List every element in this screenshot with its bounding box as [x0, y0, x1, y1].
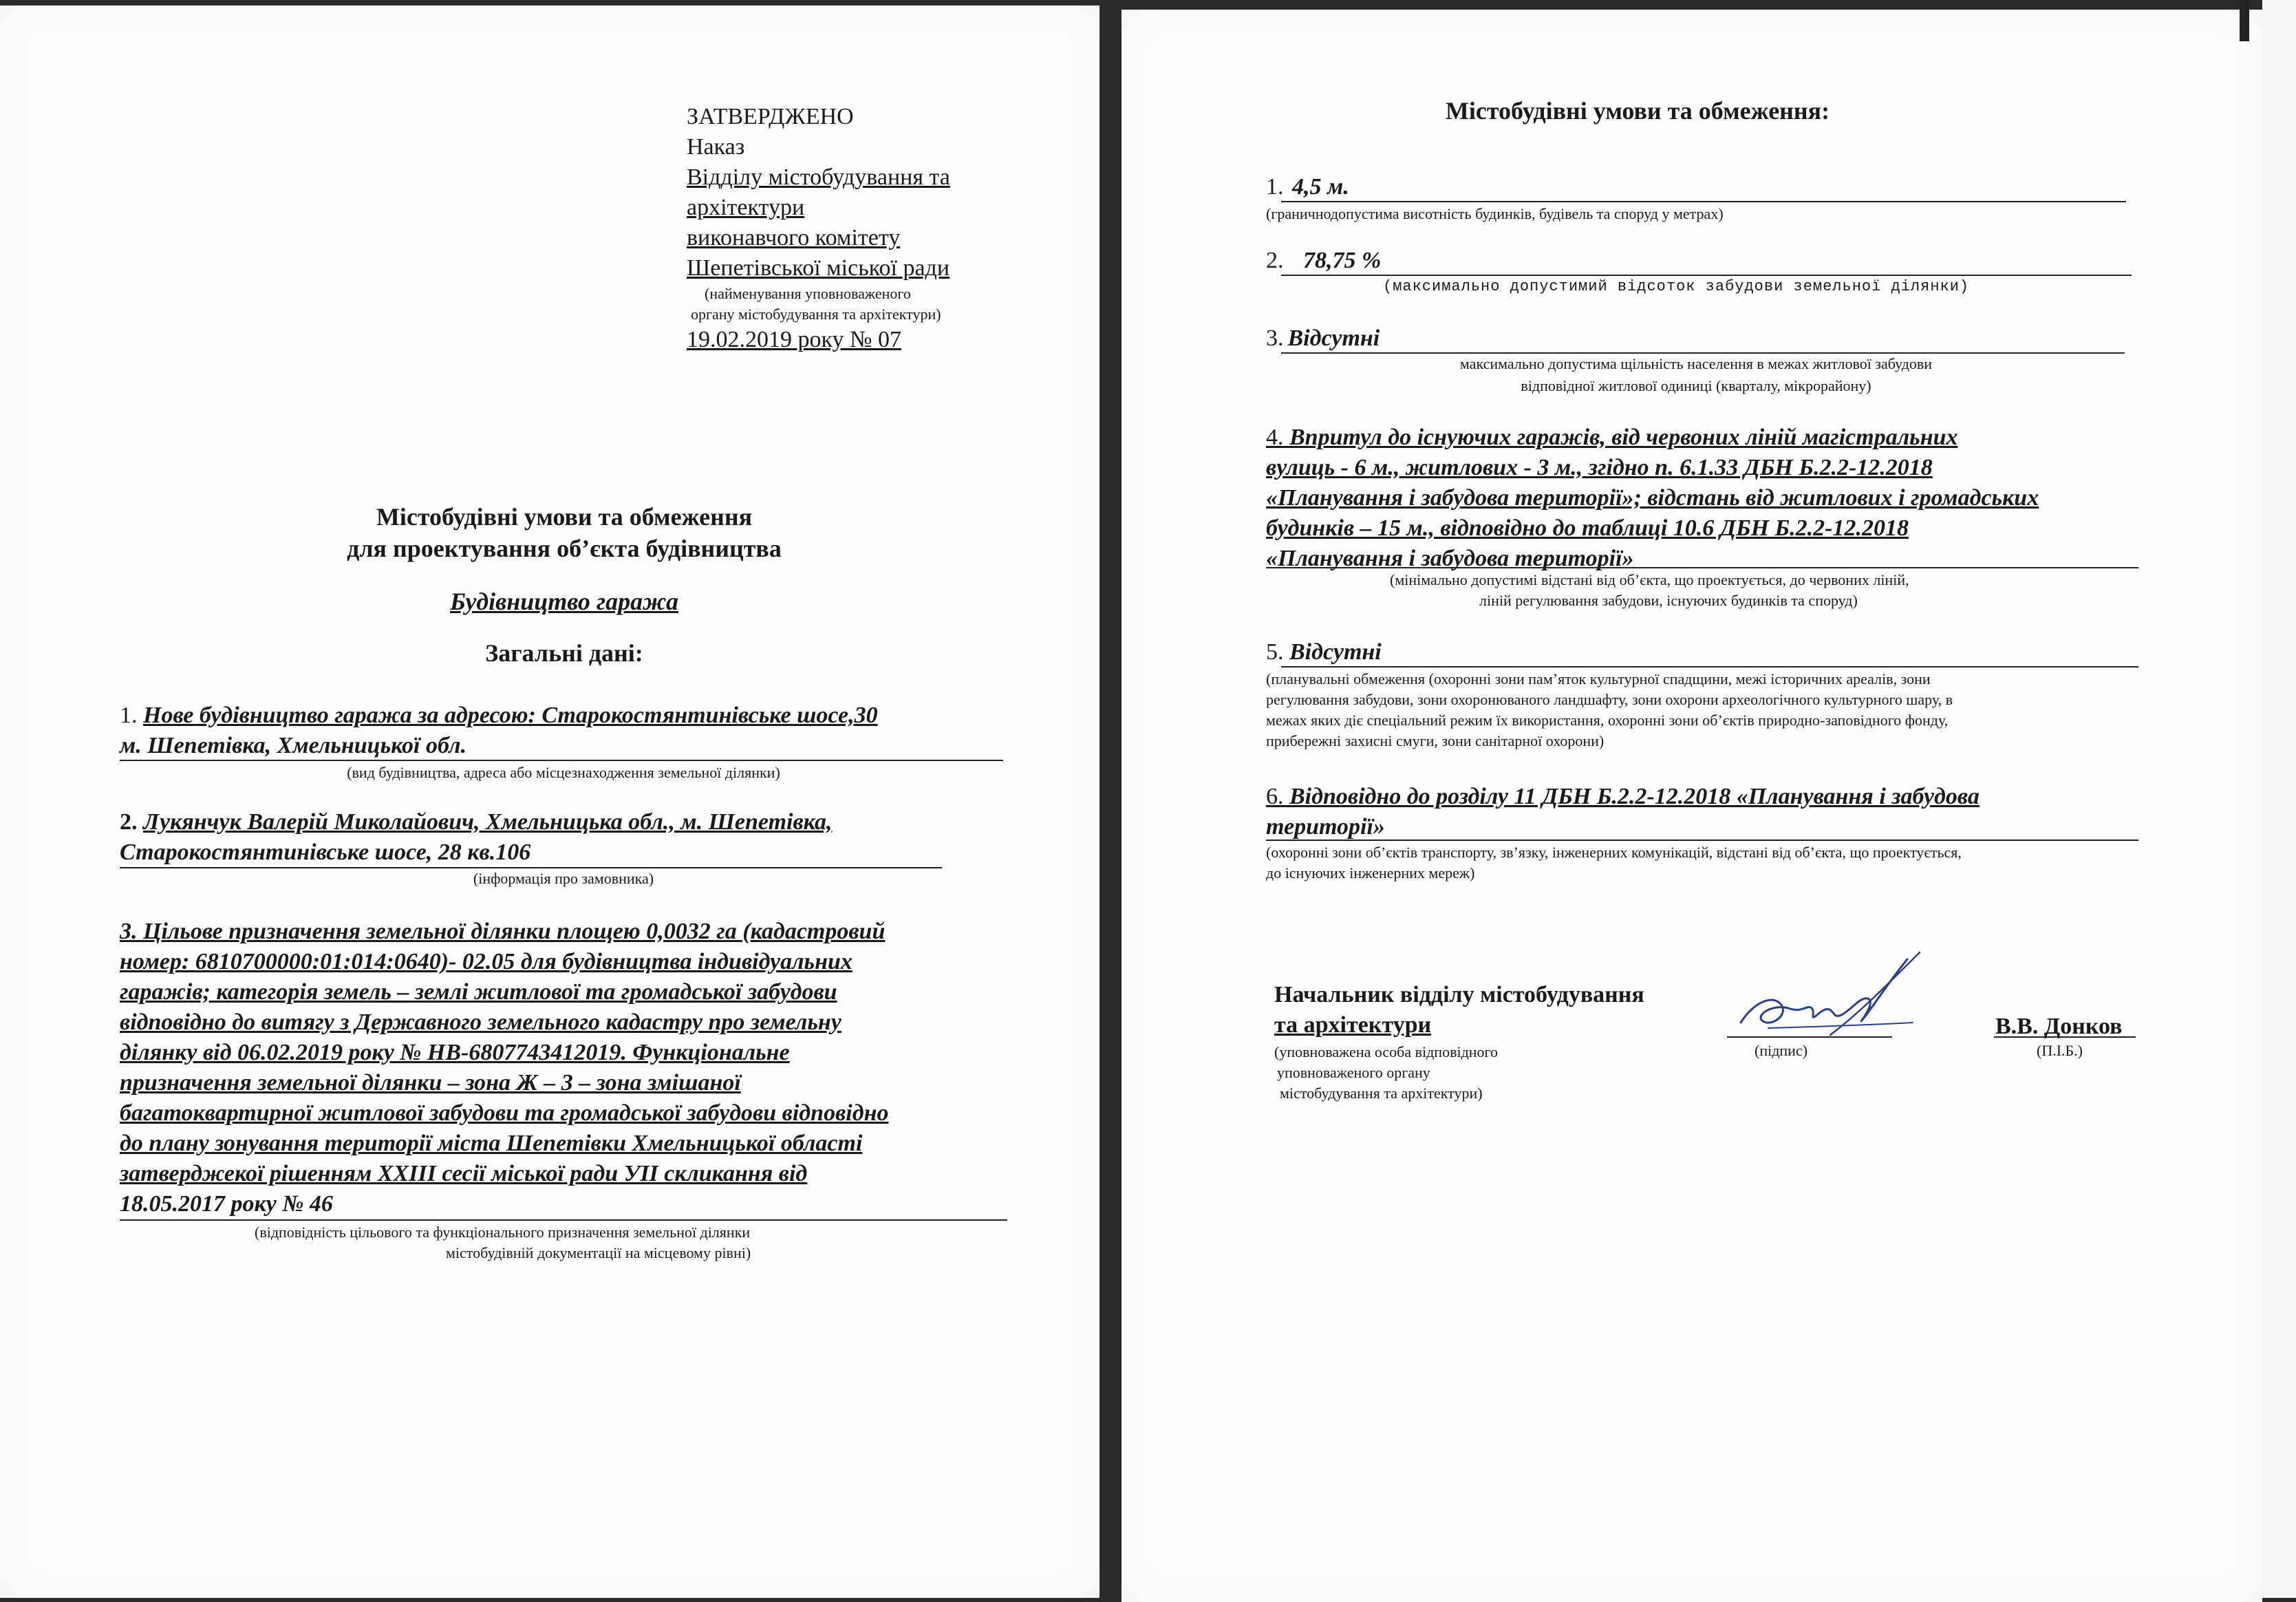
r1-number: 1.	[1266, 174, 1284, 200]
r5-value: Відсутні	[1289, 639, 1382, 665]
approval-org-line1: Відділу містобудування та	[687, 164, 950, 190]
r5-caption	[1266, 669, 2147, 751]
general-item-3	[120, 917, 1016, 1219]
restriction-1	[1266, 172, 2092, 202]
r1-caption: (граничнодопустима висотність будинків, будівель та споруд у метрах)	[1266, 205, 1724, 222]
r4-underline	[1266, 567, 2138, 568]
r2-value: 78,75 %	[1303, 248, 1382, 273]
r6-underline	[1266, 840, 2138, 841]
item3-caption-line1: (відповідність цільового та функціонального призначення земельної ділянки	[255, 1224, 751, 1241]
heading-line2: для проектування об’єкта будівництва	[347, 535, 782, 562]
r4-number: 4.	[1266, 425, 1284, 450]
item1-caption: (вид будівництва, адреса або місцезнаходження земельної ділянки)	[347, 764, 780, 781]
signatory-position-line1: Начальник відділу містобудування	[1274, 982, 1644, 1007]
approval-org-line3: виконавчого комітету	[687, 225, 901, 250]
item3-line-2: гаражів; категорія земель – землі житлової та громадської забудови	[120, 979, 837, 1005]
signatory-name: В.В. Донков	[1995, 1014, 2123, 1039]
general-item-2	[120, 807, 1014, 868]
item3-line-9: 18.05.2017 року № 46	[120, 1191, 333, 1217]
right-page	[1122, 10, 2262, 1602]
approval-caption-line1: (найменування уповноваженого	[705, 285, 911, 302]
r4-caption-line1: (мінімально допустимі відстані від об’єкта, що проектується, до червоних ліній,	[1390, 571, 1909, 588]
r5-caption-line-1: регулювання забудови, зони охоронюваного ландшафту, зони охорони археологічного культурного шару, в	[1266, 691, 1953, 708]
r4-caption-line2: ліній регулювання забудови, існуючих будинків та споруд)	[1479, 592, 1858, 609]
item1-underline	[120, 760, 1003, 761]
scan-edge-dark	[2240, 0, 2249, 41]
item3-line-5: призначення земельної ділянки – зона Ж – 3 – зона змішаної	[120, 1070, 741, 1096]
signatory-position-line2: та архітектури	[1274, 1012, 1432, 1038]
item2-number: 2.	[120, 809, 138, 835]
item3-line-3: відповідно до витягу з Державного земельного кадастру про земельну	[120, 1010, 841, 1035]
item3-line-1: номер: 6810700000:01:014:0640)- 02.05 для будівництва індивідуальних	[120, 949, 852, 974]
restriction-4	[1266, 423, 2140, 574]
item3-line-8: затверджекої рішенням ХХІІІ сесії міської ради УІІ скликання від	[120, 1161, 808, 1186]
item3-line-7: до плану зонування території міста Шепетівки Хмельницької області	[120, 1131, 863, 1156]
name-caption: (П.І.Б.)	[2037, 1042, 2083, 1059]
r6-number: 6.	[1266, 784, 1284, 809]
item1-number: 1.	[120, 703, 138, 728]
general-heading: Загальні дані:	[485, 639, 643, 667]
r2-number: 2.	[1266, 248, 1284, 273]
r3-caption-line2: відповідної житлової одиниці (кварталу, мікрорайону)	[1521, 377, 1871, 394]
item2-caption: (інформація про замовника)	[473, 870, 654, 887]
approval-org-line2: архітектури	[687, 195, 805, 220]
r3-value: Відсутні	[1287, 325, 1380, 351]
r4-line-0: Впритул до існуючих гаражів, від червоних ліній магістральних	[1289, 425, 1958, 450]
name-line	[1994, 1036, 2136, 1038]
approval-org-line4: Шепетівської міської ради	[687, 255, 950, 281]
left-page	[0, 6, 1099, 1598]
r5-number: 5.	[1266, 639, 1284, 665]
item3-line-6: багатоквартирної житлової забудови та громадської забудови відповідно	[120, 1100, 889, 1126]
approval-title: ЗАТВЕРДЖЕНО	[687, 104, 854, 129]
signature-line	[1727, 1036, 1892, 1038]
r5-caption-line-2: межах яких діє спеціальний режим їх використання, охоронні зони об’єктів природно-заповідного фонду,	[1266, 712, 1949, 729]
signatory-caption-line3: містобудування та архітектури)	[1280, 1085, 1483, 1102]
item3-line-0: Цільове призначення земельної ділянки площею 0,0032 га (кадастровий	[143, 919, 886, 944]
general-item-1	[120, 701, 1014, 761]
signature-caption: (підпис)	[1755, 1042, 1808, 1059]
signatory-caption-line2: уповноваженого органу	[1277, 1064, 1430, 1081]
signatory-caption	[1274, 1042, 1687, 1104]
signatory-caption-line1: (уповноважена особа відповідного	[1274, 1043, 1499, 1060]
approval-block	[687, 102, 1072, 355]
approval-caption-line2: органу містобудування та архітектури)	[691, 306, 941, 323]
document-heading	[241, 501, 888, 564]
approval-order: Наказ	[687, 134, 745, 160]
item1-text-line2: м. Шепетівка, Хмельницької обл.	[120, 733, 467, 758]
scan-edge	[2262, 0, 2296, 1598]
item3-number: 3.	[120, 919, 138, 944]
r4-line-4: «Планування і забудова території»	[1266, 546, 1634, 571]
r2-caption: (максимально допустимий відсоток забудови земельної ділянки)	[1383, 278, 1970, 295]
r6-caption-line2: до існуючих інженерних мереж)	[1266, 864, 1475, 882]
item2-text-line2: Старокостянтинівське шосе, 28 кв.106	[120, 840, 531, 865]
r4-line-3: будинків – 15 м., відповідно до таблиці 10.6 ДБН Б.2.2-12.2018	[1266, 515, 1909, 541]
object-title: Будівництво гаража	[450, 588, 678, 615]
signatory-position	[1274, 980, 1756, 1040]
restriction-5	[1266, 637, 2092, 668]
r5-caption-line-0: (планувальні обмеження (охоронні зони пам’яток культурної спадщини, межі історичних ареалів, зони	[1266, 670, 1931, 687]
r4-line-2: «Планування і забудова території»; відстань від житлових і громадських	[1266, 485, 2039, 511]
item3-underline	[120, 1219, 1007, 1221]
approval-date-number: 19.02.2019 року № 07	[687, 327, 901, 352]
item2-text-line1: Лукянчук Валерій Миколайович, Хмельницька обл., м. Шепетівка,	[143, 809, 833, 835]
r3-caption-line1: максимально допустима щільність населення в межах житлової забудови	[1459, 355, 1933, 372]
item3-line-4: ділянку від 06.02.2019 року № НВ-6807743412019. Функціональне	[120, 1040, 790, 1065]
heading-line1: Містобудівні умови та обмеження	[376, 503, 753, 531]
item3-caption-line2: містобудівній документації на місцевому рівні)	[446, 1244, 751, 1261]
r5-caption-line-3: прибережні захисні смуги, зони санітарної охорони)	[1266, 732, 1605, 749]
restriction-3	[1266, 323, 2092, 354]
r6-caption-line1: (охоронні зони об’єктів транспорту, зв’язку, інженерних комунікацій, відстані від об’єкта, що проектується,	[1266, 844, 1962, 861]
handwritten-signature	[1727, 946, 1933, 1049]
r4-line-1: вулиць - 6 м., житлових - 3 м., згідно п. 6.1.33 ДБН Б.2.2-12.2018	[1266, 455, 1933, 480]
restrictions-heading: Містобудівні умови та обмеження:	[1445, 97, 1830, 125]
restriction-6	[1266, 782, 2140, 842]
r1-value: 4,5 м.	[1292, 174, 1349, 200]
r5-underline	[1281, 666, 2138, 668]
r1-underline	[1281, 201, 2126, 202]
r2-underline	[1281, 275, 2132, 276]
r6-line1: Відповідно до розділу 11 ДБН Б.2.2-12.2018 «Планування і забудова	[1289, 784, 1980, 809]
item1-text-line1: Нове будівництво гаража за адресою: Старокостянтинівське шосе,30	[143, 703, 878, 728]
restriction-2	[1266, 246, 2092, 276]
r6-line2: території»	[1266, 814, 1385, 840]
r3-number: 3.	[1266, 325, 1284, 351]
